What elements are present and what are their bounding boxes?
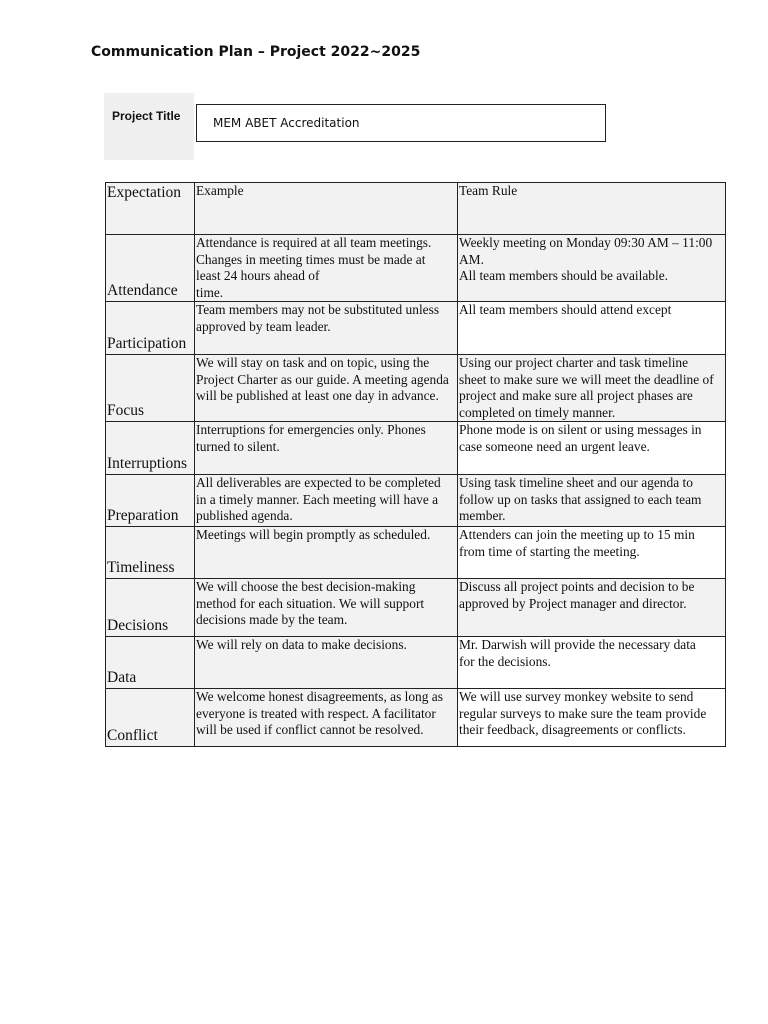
example-cell: [195, 475, 458, 527]
example-cell: [195, 637, 458, 689]
team-rule-line: All team members should attend except: [459, 302, 672, 317]
team-rule-cell: [458, 355, 726, 422]
team-rule-line: from time of starting the meeting.: [459, 543, 640, 559]
example-line: Project Charter as our guide. A meeting agenda: [196, 371, 449, 387]
expectation-cell: Conflict: [106, 689, 195, 747]
expectation-cell: Preparation: [106, 475, 195, 527]
table-row: [106, 527, 726, 579]
table-row: [106, 689, 726, 747]
example-line: will be published at least one day in advance.: [196, 388, 439, 403]
table-row: [106, 579, 726, 637]
document-title: Communication Plan – Project 2022~2025: [91, 44, 421, 60]
expectation-cell: Participation: [106, 302, 195, 355]
team-rule-line: for the decisions.: [459, 653, 551, 669]
communication-plan-table: [105, 182, 726, 747]
team-rule-line: completed on timely manner.: [459, 404, 616, 420]
example-line: least 24 hours ahead of: [196, 268, 320, 283]
example-line: everyone is treated with respect. A facilitator: [196, 705, 436, 721]
team-rule-line: Using task timeline sheet and our agenda to: [459, 475, 693, 490]
example-line: decisions made by the team.: [196, 612, 348, 627]
team-rule-line: Using our project charter and task timeline: [459, 355, 689, 370]
example-line: We welcome honest disagreements, as long as: [196, 689, 443, 704]
team-rule-line: Discuss all project points and decision to be: [459, 579, 695, 594]
example-line: published agenda.: [196, 508, 293, 523]
example-line: Team members may not be substituted unless: [196, 302, 440, 317]
team-rule-line: Mr. Darwish will provide the necessary data: [459, 637, 696, 652]
example-line: We will rely on data to make decisions.: [196, 637, 407, 652]
team-rule-line: follow up on tasks that assigned to each team: [459, 491, 702, 507]
team-rule-cell: [458, 422, 726, 475]
team-rule-cell: [458, 637, 726, 689]
example-line: method for each situation. We will support: [196, 595, 425, 611]
project-title-field[interactable]: [196, 104, 606, 142]
example-line: turned to silent.: [196, 438, 280, 454]
example-line: will be used if conflict cannot be resolved.: [196, 722, 424, 737]
example-line: Changes in meeting times must be made at: [196, 251, 426, 267]
example-cell: [195, 579, 458, 637]
example-line: We will stay on task and on topic, using the: [196, 355, 430, 370]
team-rule-line: regular surveys to make sure the team provide: [459, 705, 707, 721]
example-line: Meetings will begin promptly as scheduled.: [196, 527, 431, 542]
example-cell: [195, 235, 458, 302]
example-line: in a timely manner. Each meeting will have a: [196, 491, 439, 507]
team-rule-line: Attenders can join the meeting up to 15 min: [459, 527, 695, 542]
table-row: [106, 302, 726, 355]
header-example: Example: [195, 183, 458, 235]
example-line: time.: [196, 284, 224, 300]
table-row: [106, 422, 726, 475]
header-expectation: Expectation: [106, 183, 195, 235]
table-row: [106, 355, 726, 422]
expectation-cell: Attendance: [106, 235, 195, 302]
team-rule-line: their feedback, disagreements or conflicts.: [459, 722, 686, 737]
team-rule-line: We will use survey monkey website to send: [459, 689, 694, 704]
header-team-rule: Team Rule: [458, 183, 726, 235]
team-rule-line: member.: [459, 508, 506, 523]
expectation-cell: Interruptions: [106, 422, 195, 475]
team-rule-cell: [458, 475, 726, 527]
team-rule-line: sheet to make sure we will meet the deadline of: [459, 371, 714, 387]
team-rule-line: project and make sure all project phases are: [459, 388, 693, 403]
team-rule-cell: [458, 689, 726, 747]
team-rule-line: AM.: [459, 251, 484, 267]
team-rule-cell: [458, 527, 726, 579]
example-cell: [195, 355, 458, 422]
example-line: Interruptions for emergencies only. Phones: [196, 422, 426, 437]
team-rule-cell: [458, 579, 726, 637]
team-rule-cell: [458, 302, 726, 355]
example-line: Attendance is required at all team meetings.: [196, 235, 432, 250]
team-rule-line: approved by Project manager and director.: [459, 595, 687, 611]
table-row: [106, 637, 726, 689]
expectation-cell: Timeliness: [106, 527, 195, 579]
example-cell: [195, 527, 458, 579]
example-line: We will choose the best decision-making: [196, 579, 416, 594]
expectation-cell: Data: [106, 637, 195, 689]
table-header-row: [106, 183, 726, 235]
example-line: approved by team leader.: [196, 318, 331, 334]
team-rule-line: Weekly meeting on Monday 09:30 AM – 11:00: [459, 235, 713, 250]
table-row: [106, 235, 726, 302]
table-row: [106, 475, 726, 527]
expectation-cell: Focus: [106, 355, 195, 422]
project-title-value: MEM ABET Accreditation: [213, 116, 360, 130]
team-rule-line: Phone mode is on silent or using messages in: [459, 422, 702, 437]
example-line: All deliverables are expected to be completed: [196, 475, 441, 490]
team-rule-cell: [458, 235, 726, 302]
example-cell: [195, 422, 458, 475]
project-title-label-box: [104, 93, 194, 160]
project-title-label: Project Title: [112, 109, 181, 123]
example-cell: [195, 689, 458, 747]
team-rule-line: case someone need an urgent leave.: [459, 438, 650, 454]
team-rule-line: All team members should be available.: [459, 268, 668, 283]
example-cell: [195, 302, 458, 355]
expectation-cell: Decisions: [106, 579, 195, 637]
